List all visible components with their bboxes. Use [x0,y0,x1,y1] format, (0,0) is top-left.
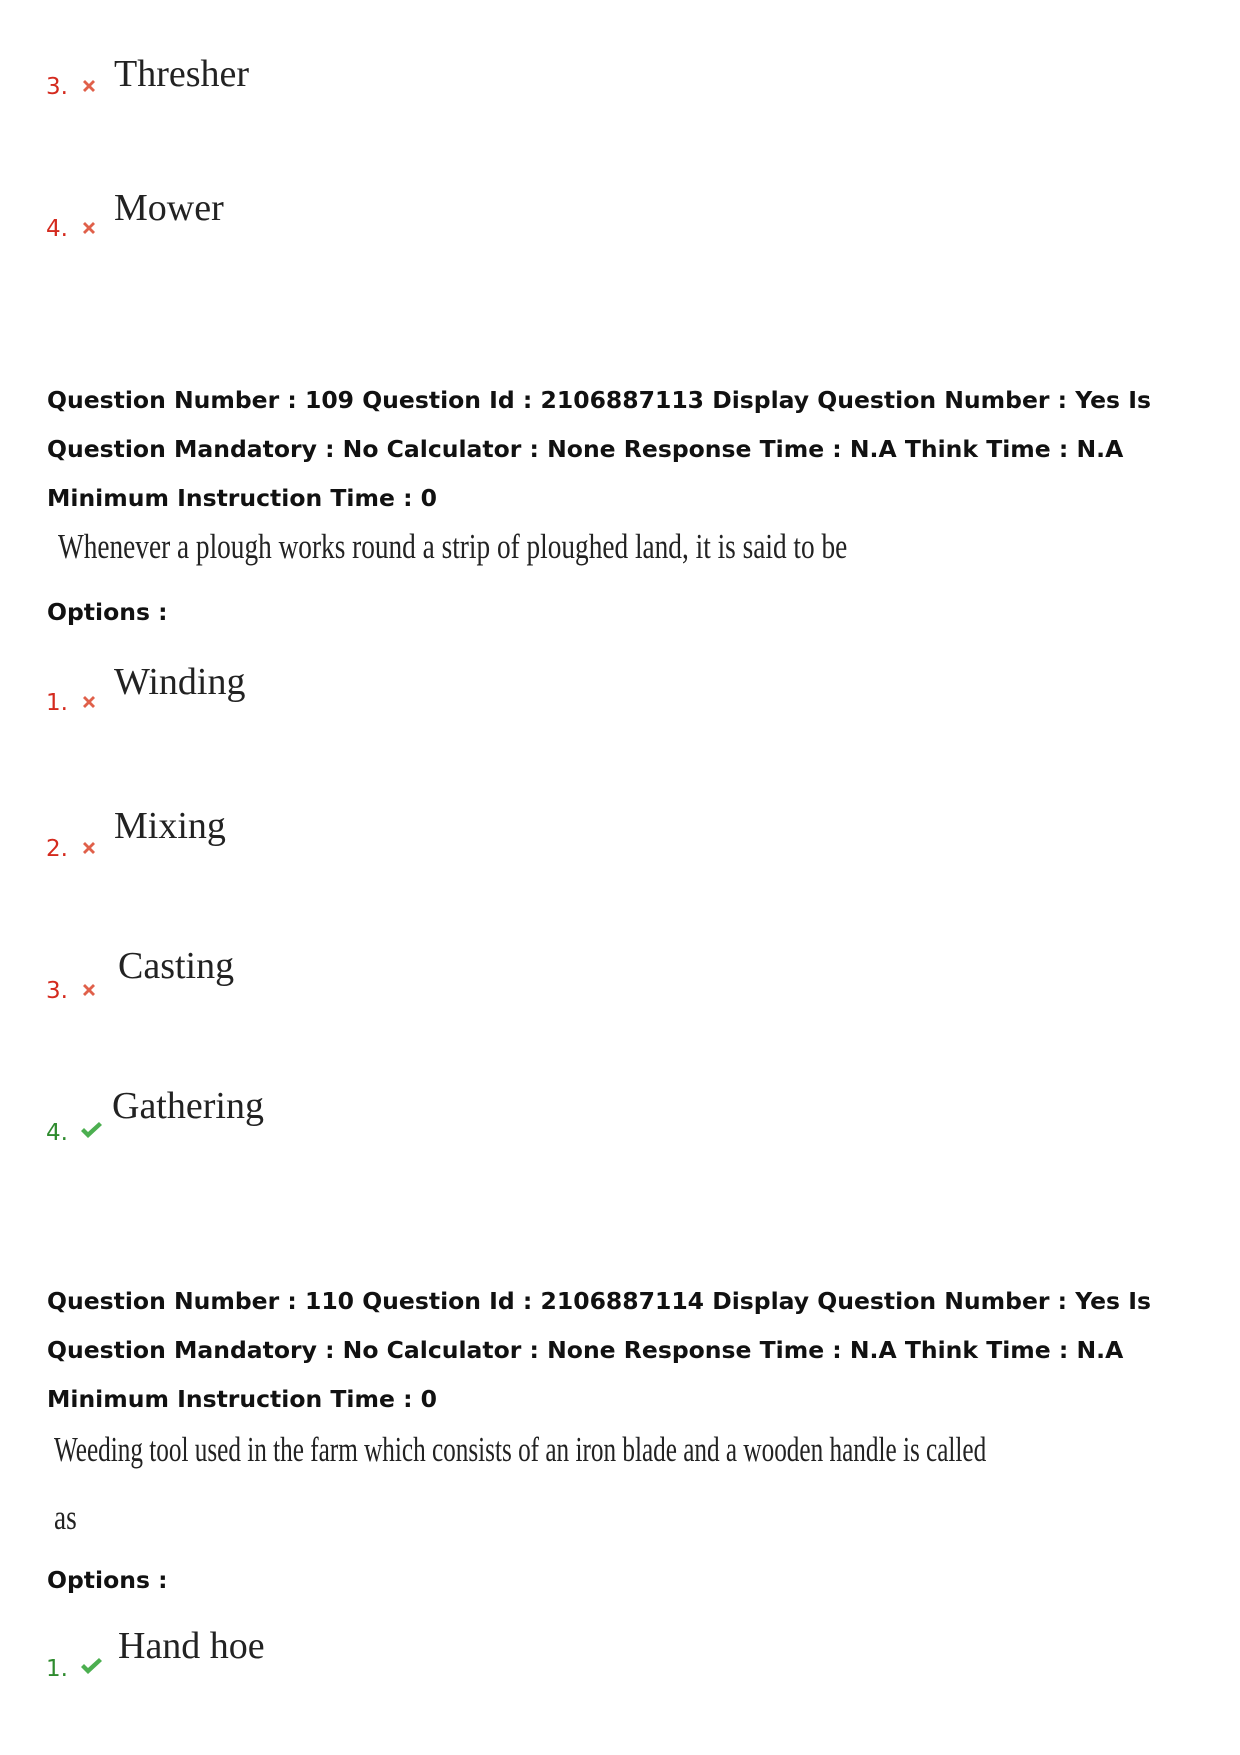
cross-icon [79,76,99,96]
cross-icon [79,838,99,858]
option-number: 4. [46,216,68,242]
option-text: Mixing [114,805,226,847]
question-110-text-line2: as [54,1498,77,1537]
option-text: Hand hoe [118,1625,265,1667]
q109-option-2 [46,804,846,884]
question-109-meta: Question Number : 109 Question Id : 2106887113 Display Question Number : Yes Is Question Mandatory : No Calculator : None Response Time : N.A Think Time : N.A Minimum Instruction Time : 0 [47,386,1151,512]
option-number: 1. [46,690,68,716]
question-110-text-line1: Weeding tool used in the farm which consists of an iron blade and a wooden handle is called [54,1430,987,1469]
option-number: 3. [46,978,68,1004]
prev-option-4 [46,186,846,266]
prev-option-3 [46,52,846,132]
q109-option-4 [46,1084,846,1164]
cross-icon [79,980,99,1000]
question-109-text: Whenever a plough works round a strip of ploughed land, it is said to be [58,527,848,566]
question-109-options-label: Options : [47,598,168,626]
q109-option-3 [46,944,846,1024]
check-icon [79,1656,103,1676]
q110-option-1 [46,1624,846,1704]
option-text: Thresher [114,53,250,95]
option-number: 2. [46,836,68,862]
check-icon [79,1120,103,1140]
option-text: Gathering [112,1085,264,1127]
question-110-meta: Question Number : 110 Question Id : 2106887114 Display Question Number : Yes Is Question Mandatory : No Calculator : None Response Time : N.A Think Time : N.A Minimum Instruction Time : 0 [47,1287,1151,1413]
option-number: 1. [46,1656,68,1682]
cross-icon [79,218,99,238]
option-text: Mower [114,187,224,229]
option-number: 3. [46,74,68,100]
option-number: 4. [46,1120,68,1146]
option-text: Casting [118,945,235,987]
option-text: Winding [114,661,246,703]
cross-icon [79,692,99,712]
question-110-options-label: Options : [47,1566,168,1594]
q109-option-1 [46,660,846,740]
